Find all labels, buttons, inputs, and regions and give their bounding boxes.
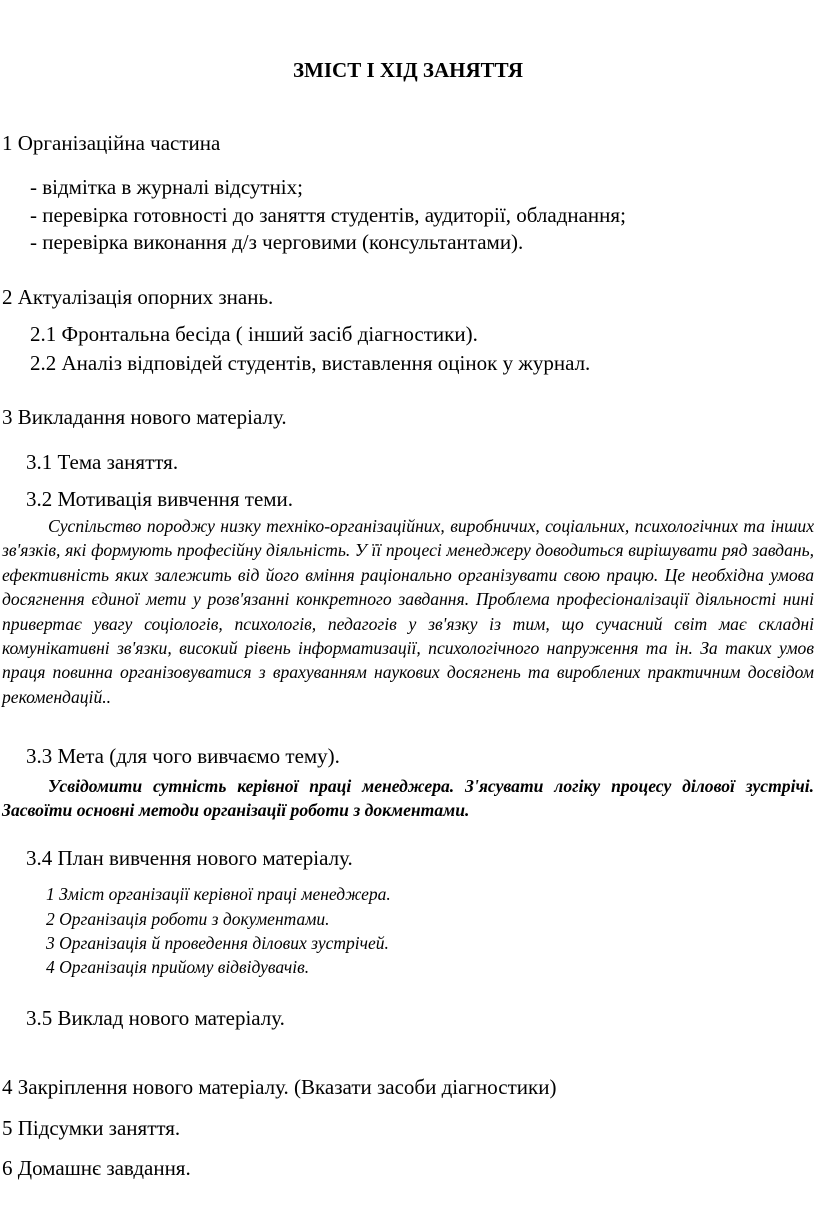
section-2-item: 2.2 Аналіз відповідей студентів, виставлення оцінок у журнал. bbox=[30, 351, 591, 375]
section-3-2-heading: 3.2 Мотивація вивчення теми. bbox=[26, 487, 294, 511]
section-1-item: - перевірка готовності до заняття студентів, аудиторії, обладнання; bbox=[30, 203, 626, 227]
section-3-3-heading: 3.3 Мета (для чого вивчаємо тему). bbox=[26, 744, 340, 768]
section-3-5-heading: 3.5 Виклад нового матеріалу. bbox=[26, 1006, 285, 1030]
section-3-1-heading: 3.1 Тема заняття. bbox=[26, 450, 179, 474]
motivation-paragraph: Суспільство породжу низку техніко-організаційних, виробничих, соціальних, психологічних та інших зв'язків, які формують професійну діяльність. У її процесі менеджеру доводиться вирішувати ряд завдань, ефективність яких залежить від його вміння раціонально організувати свою працю. Це необхідна умова досягнення єдиної мети у розв'язанні конкретного завдання. Проблема професіоналізації діяльності нині привертає увагу соціологів, психологів, педагогів у зв'язку із тим, що сучасний світ має складні комунікативні зв'язки, високий рівень інформатизації, психологічного напруження та ін. За таких умов праця повинна організовуватися з врахуванням наукових досягнень та вироблених практичним досвідом рекомендацій.. bbox=[2, 516, 814, 707]
section-3-heading: 3 Викладання нового матеріалу. bbox=[2, 405, 287, 429]
plan-item: 2 Організація роботи з документами. bbox=[46, 909, 330, 929]
section-1-item: - відмітка в журналі відсутніх; bbox=[30, 175, 303, 199]
section-6-heading: 6 Домашнє завдання. bbox=[2, 1156, 191, 1180]
plan-item: 3 Організація й проведення ділових зустрічей. bbox=[46, 933, 389, 953]
section-1-heading: 1 Організаційна частина bbox=[2, 131, 221, 155]
section-5-heading: 5 Підсумки заняття. bbox=[2, 1116, 181, 1140]
section-1-item: - перевірка виконання д/з черговими (консультантами). bbox=[30, 230, 524, 254]
section-3-4-heading: 3.4 План вивчення нового матеріалу. bbox=[26, 846, 353, 870]
section-2-item: 2.1 Фронтальна бесіда ( інший засіб діагностики). bbox=[30, 322, 478, 346]
section-4-heading: 4 Закріплення нового матеріалу. (Вказати засоби діагностики) bbox=[2, 1075, 557, 1099]
plan-item: 1 Зміст організації керівної праці менеджера. bbox=[46, 884, 391, 904]
page-title: ЗМІСТ І ХІД ЗАНЯТТЯ bbox=[292, 58, 524, 82]
plan-item: 4 Організація прийому відвідувачів. bbox=[46, 957, 310, 977]
section-2-heading: 2 Актуалізація опорних знань. bbox=[2, 285, 274, 309]
goal-paragraph: Усвідомити сутність керівної праці менеджера. З'ясувати логіку процесу ділової зустрічі. Засвоїти основні методи організації роботи з докментами. bbox=[2, 776, 814, 821]
